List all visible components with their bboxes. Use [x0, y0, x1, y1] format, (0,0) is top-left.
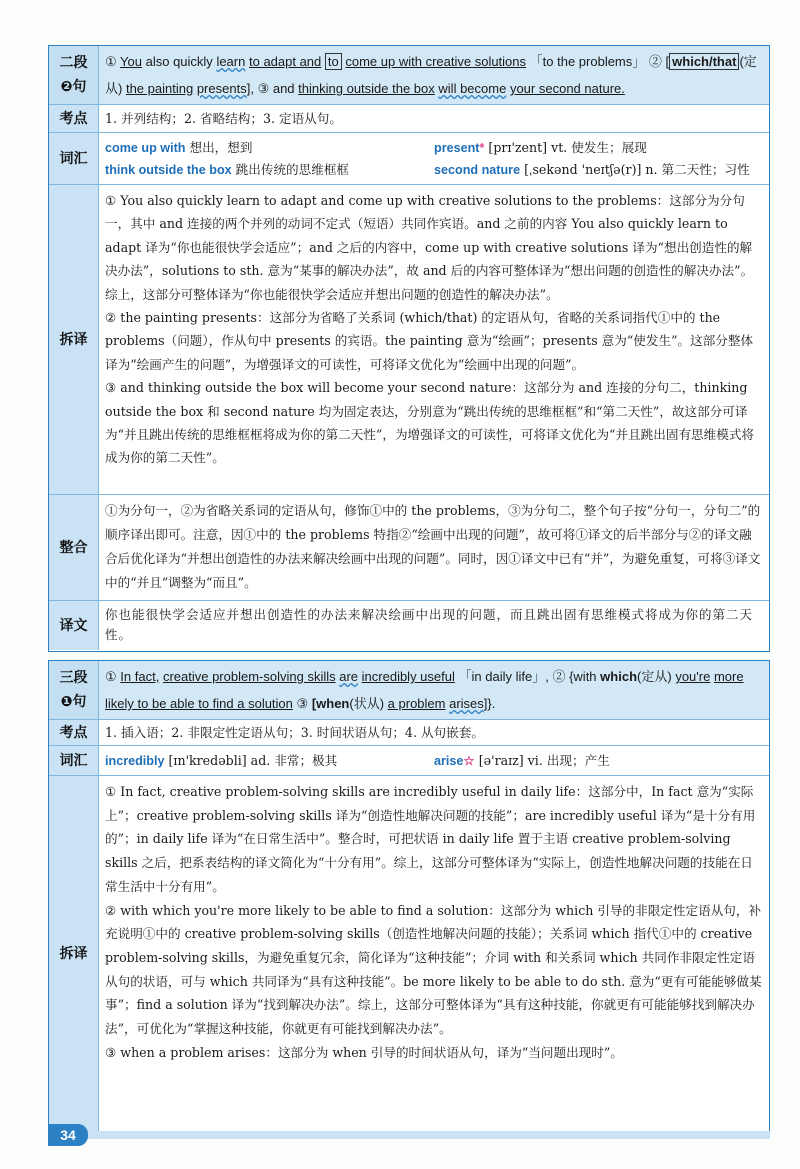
chaiyi-row: [49, 184, 769, 494]
yiwen-row: [49, 600, 769, 650]
vocab-list: [99, 133, 769, 184]
vocab-list: [99, 746, 769, 775]
chaiyi-paragraph: ③ when a problem arises：这部分为 when 引导的时间状语从句，译为“当问题出现时”。: [105, 1044, 623, 1060]
kaodian-row: [49, 719, 769, 745]
kaodian-text: 1. 插入语；2. 非限定性定语从句；3. 时间状语从句；4. 从句嵌套。: [105, 725, 484, 740]
kaodian-text: 1. 并列结构；2. 省略结构；3. 定语从句。: [105, 111, 342, 126]
kaodian-row: [49, 104, 769, 132]
vocab-item: come up with 想出，想到: [105, 140, 253, 155]
chaiyi-row: [49, 775, 769, 1132]
vocab-row: [49, 745, 769, 775]
vocab-item: present* [prɪ'zent] vt. 使发生；展现: [434, 140, 647, 155]
zhenghe-label: 整合: [49, 495, 99, 600]
vocab-item: incredibly [ɪn'kredəbli] ad. 非常；极其: [105, 753, 338, 768]
section-label: [49, 661, 99, 719]
page-number: 34: [48, 1124, 88, 1146]
vocab-item: second nature [ˌsekənd 'neɪtʃə(r)] n. 第二天性；习性: [434, 162, 750, 177]
chaiyi-text: [99, 776, 769, 1132]
section-two-sentence-two: [48, 45, 770, 652]
sentence-number: ❶句: [60, 694, 87, 710]
section-label: [49, 46, 99, 104]
bottom-band: [48, 1131, 770, 1139]
kaodian-label: 考点: [49, 720, 99, 745]
vocab-row: [49, 132, 769, 184]
vocab-label: 词汇: [49, 746, 99, 775]
section-three-sentence-one: [48, 660, 770, 1131]
section-number: 三段: [59, 670, 88, 686]
chaiyi-paragraph: ③ and thinking outside the box will become your second nature：这部分为 and 连接的分句二，thinking outside the box 和 second nature 均为固定表达，分别意为“跳出传统的思维框框”和“第二天性”，故这部分可译为“并且跳出传统的思维框框将成为你的第二天性”，为增强译文的可读性，可将译文优化为“并且跳出固有思维模式将成为你的第二天性”。: [105, 380, 755, 466]
kaodian-label: 考点: [49, 105, 99, 132]
chaiyi-label: 拆译: [49, 185, 99, 494]
vocab-item: think outside the box 跳出传统的思维框框: [105, 162, 349, 177]
chaiyi-label: 拆译: [49, 776, 99, 1132]
yiwen-label: 译文: [49, 601, 99, 650]
chaiyi-paragraph: ① You also quickly learn to adapt and come up with creative solutions to the problems：这部分为分句一，其中 and 连接的两个并列的动词不定式（短语）共同作宾语。and 之前的内容 You also quickly learn to adapt 译为“你也能很快学会适应”；and 之后的内容中，come up with creative solutions 译为“想出创造性的解决办法”，solutions to sth. 意为“某事的解决办法”，故 and 后的内容可整体译为“想出问题的创造性的解决办法”。综上，这部分可整体译为“你也能很快学会适应并想出问题的创造性的解决办法”。: [105, 193, 754, 302]
sentence-text: ① In fact, creative problem-solving skills are incredibly useful 「in daily life」, ② {with which(定从) you're more likely to be able to find a solution ③ [when(状从) a problem arises]}.: [99, 661, 769, 719]
zhenghe-text: ①为分句一，②为省略关系词的定语从句，修饰①中的 the problems，③为分句二，整个句子按“分句一，分句二”的顺序译出即可。注意，因①中的 the problems 特指②“绘画中出现的问题”，故可将①译文的后半部分与②的译文融合后优化译为“并想出创造性的办法来解决绘画中出现的问题”。同时，因①译文中已有“并”，为避免重复，可将③译文中的“并且”调整为“而且”。: [105, 503, 761, 590]
sentence-row: [49, 661, 769, 719]
vocab-item: arise☆ [ə'raɪz] vi. 出现；产生: [434, 753, 610, 768]
chaiyi-paragraph: ① In fact, creative problem-solving skills are incredibly useful in daily life：这部分中，In fact 意为“实际上”；creative problem-solving skills 译为“创造性地解决问题的技能”；are incredibly useful 译为“是十分有用的”；in daily life 译为“在日常生活中”。整合时，可把状语 in daily life 置于主语 creative problem-solving skills 之后，把系表结构的译文简化为“十分有用”。综上，这部分可整体译为“实际上，创造性地解决问题的技能在日常生活中十分有用”。: [105, 784, 756, 894]
yiwen-text: 你也能很快学会适应并想出创造性的办法来解决绘画中出现的问题，而且跳出固有思维模式将成为你的第二天性。: [105, 607, 754, 642]
chaiyi-paragraph: ② with which you're more likely to be able to find a solution：这部分为 which 引导的非限定性定语从句，补充说明①中的 creative problem-solving skills（创造性地解决问题的技能）；关系词 which 指代①中的 creative problem-solving skills，为避免重复冗余，简化译为“这种技能”；介词 with 和关系词 which 共同作非限定性定语从句的状语，可与 which 共同译为“具有这种技能”。be more likely to be able to do sth. 意为“更有可能能够做某事”；find a solution 译为“找到解决办法”。综上，这部分可整体译为“具有这种技能，你就更有可能能够找到解决办法”，可优化为“掌握这种技能，你就更有可能找到解决办法”。: [105, 902, 762, 1037]
vocab-label: 词汇: [49, 133, 99, 184]
chaiyi-text: [99, 185, 769, 494]
chaiyi-paragraph: ② the painting presents：这部分为省略了关系词 (which/that) 的定语从句，省略的关系词指代①中的 the problems（问题），作从句中 presents 的宾语。the painting 意为“绘画”；presents 意为“使发生”。这部分整体译为“绘画产生的问题”，为增强译文的可读性，可将译文优化为“绘画中出现的问题”。: [105, 310, 754, 372]
sentence-text: ① You also quickly learn to adapt and to come up with creative solutions 「to the problems」 ② [ which/that (定从) the painting presents], ③ and thinking outside the box will become your second nature.: [99, 46, 769, 104]
sentence-row: [49, 46, 769, 104]
section-number: 二段: [59, 55, 88, 71]
zhenghe-row: [49, 494, 769, 600]
sentence-number: ❷句: [60, 79, 87, 95]
